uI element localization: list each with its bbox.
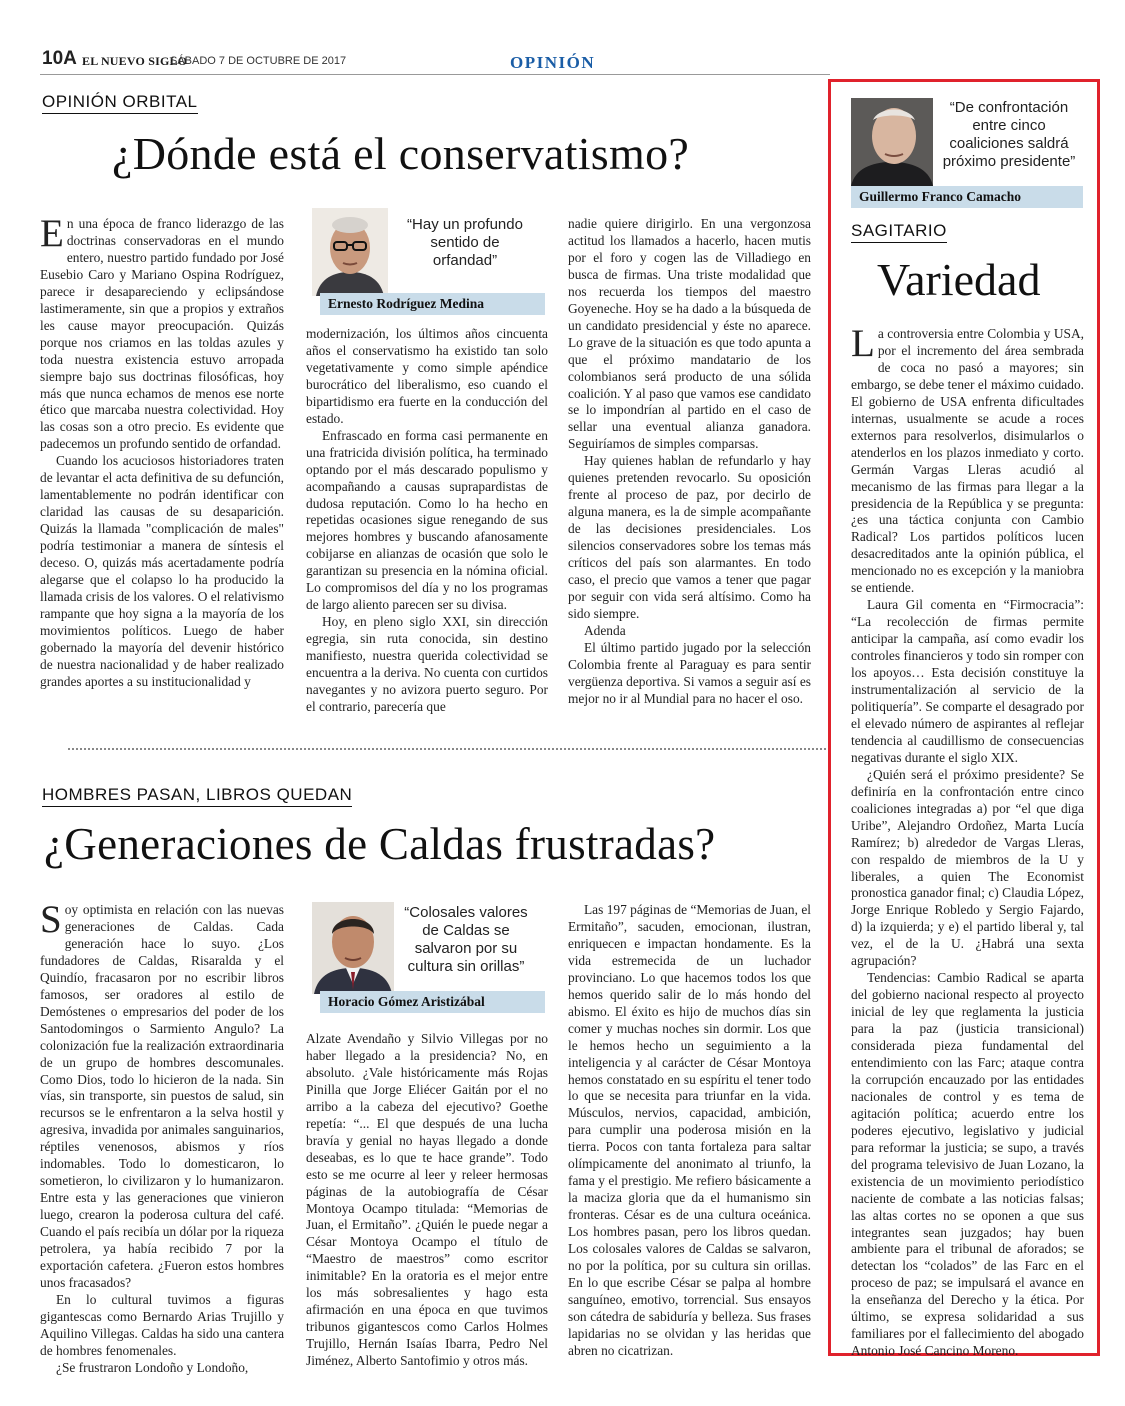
article2-col3-p1: Las 197 páginas de “Memorias de Juan, el Ermitaño”, sacuden, emocionan, ilustran, enriquecen e impactan hondamente. Es la vida estremecida de un luchador provinciano. Lo que hacemos todos los que hemos querido salir de lo más hondo del abismo. El éxito es hijo de muchos días sin comer y muchas noches sin dormir. Los que le hemos hecho un seguimiento a la inteligencia y al carácter de César Montoya hemos constatado en su espíritu el tener todo lo que se necesita para triunfar en la vida. Músculos, nervios, capacidad, ambición, para cumplir una poderosa misión en la tierra. Pocos con tanta fortaleza para saltar olímpicamente del anonimato al triunfo, la fama y el prestigio. Me refiero básicamente a la maciza gloria que da el humanismo sin fronteras. César es de una cultura oceánica. Los hombres pasan, pero los libros quedan. Los colosales valores de Caldas se salvaron, no por la política, por su cultura sin orillas. En lo que escribe César se palpa al hombre sanguíneo, emotivo, torrencial. Sus ensayos son cátedra de sabiduría y belleza. Sus frases lapidarias no se olvidan y las heridas que abren no cicatrizan. [568,902,811,1358]
author-photo [312,902,394,994]
article1-kicker: OPINIÓN ORBITAL [42,92,198,114]
page-number: 10A [42,48,77,69]
article2-column-1 [40,898,285,1377]
article1-col3-p4: El último partido jugado por la selección Colombia frente al Paraguay es para sentir vergüenza deportiva. Si vamos a seguir así es mejor no ir al Mundial para no hacer el oso. [568,639,811,706]
article1-col2-p2: Enfrascado en forma casi permanente en una fratricida división política, ha terminado optando por el más descarado populismo y acompañando a causas suprapardistas de dudosa reputación. Como lo ha hecho en repetidas ocasiones sigue renegando de sus mejores hombres y buscando afanosamente cobijarse en alianzas de ocasión que solo le garantizan su presencia en la nómina oficial. Lo compromisos del día y no los programas de largo aliento parecen ser su divisa. [306,427,548,613]
author-portrait-icon [312,902,394,994]
paper-name: EL NUEVO SIGLO [82,54,188,68]
sidebar-p3: ¿Quién será el próximo presidente? Se definiría en la confrontación entre cinco coaliciones integradas a) por “el que diga Uribe”, Alejandro Ordoñez, Marta Lucía Ramírez; b) alrededor de Vargas Lleras, con respaldo de miembros de la U y liberales, a quien The Economist pronostica ganador final; c) Claudia López, Jorge Enrique Robledo y Sergio Fajardo, d) la izquierda; y e) el partido liberal y, tal vez, el de la U. ¿Habrá una sexta agrupación? [851,766,1084,969]
sidebar-kicker: SAGITARIO [851,221,947,243]
sidebar-quote: “De confrontación entre cinco coaliciones saldrá próximo presidente” [942,99,1076,170]
article1-headline: ¿Dónde está el conservatismo? [112,128,690,179]
issue-date: SÁBADO 7 DE OCTUBRE DE 2017 [170,55,347,67]
article1-col2-p1: modernización, los últimos años cincuenta años el conservatismo ha existido tan solo vegetativamente y como simple apéndice burocrático del liberalismo, eso cuando el bipartidismo era fuerte en la conducción del estado. [306,326,548,426]
article1-col3-p1: nadie quiere dirigirlo. En una vergonzosa actitud los llamados a hacerlo, hacen mutis por el foro y cogen las de Villadiego en busca de firmas. Una triste modalidad que nos recuerda los tiempos del maestro Goyeneche. Hoy se ha dado a la búsqueda de un candidato presidencial y éste no aparece. Lo grave de la situación es que todo apunta a que el próximo mandatario de los colombianos será producto de una sólida coalición. Y al paso que vamos ese candidato se lo impondrían al partido en el caso de sellar una eventual alianza ganadora. Seguiríamos de simples comparsas. [568,216,811,452]
drop-cap: L [851,322,875,365]
drop-cap: S [40,898,62,941]
article1-column-3 [568,216,811,708]
masthead-rule [40,74,830,75]
article1-quote-box [306,208,539,314]
article2-col1-p2: En lo cultural tuvimos a figuras gigantescas como Bernardo Arias Trujillo y Aquilino Villegas. Caldas ha sido una cantera de hombres fenomenales. [40,1291,285,1358]
article2-kicker: HOMBRES PASAN, LIBROS QUEDAN [42,785,352,807]
article2-headline: ¿Generaciones de Caldas frustradas? [44,819,716,869]
article1-column-1 [40,212,284,691]
article2-author: Horacio Gómez Aristizábal [320,991,545,1013]
sidebar-author-photo [851,98,933,186]
drop-cap: E [40,212,64,255]
article-separator [68,748,830,750]
author-portrait-icon [312,208,388,296]
section-title: OPINIÓN [510,53,596,72]
article2-col2-p1: Alzate Avendaño y Silvio Villegas por no haber llegado a la presidencia? No, en absoluto. ¿Vale históricamente más Rojas Pinilla que Jorge Eliécer Gaitán por el no arribo a la cabeza del ejecutivo? Goethe repetía: “... El que después de una lucha bravía y genial no hayas llegado a donde deseabas, es lo que te hace grande”. Todo esto se me ocurre al leer y releer hermosas páginas de la autobiografía de César Montoya Ocampo titulada: “Memorias de Juan, el Ermitaño”. ¿Quién le puede negar a César Montoya Ocampo el título de “Maestro de maestros” como escritor inimitable? En la oratoria es el mejor entre los más sobresalientes y hago esta afirmación en una época en que tuvimos tribunos gigantescos como Carlos Holmes Trujillo, Hernán Isaías Ibarra, Pedro Nel Jiménez, Alberto Santofimio y otros más. [306,1031,548,1369]
author-portrait-icon [851,98,933,186]
article1-col2-p3: Hoy, en pleno siglo XXI, sin dirección egregia, sin ruta conocida, sin destino manifiesto, nuestra querida colectividad se encuentra a la deriva. No cuenta con curtidos navegantes y no avizora puerto seguro. Por el contrario, parecería que [306,614,548,714]
sidebar-headline: Variedad [877,254,1041,305]
article2-col1-p1: oy optimista en relación con las nuevas generaciones de Caldas. Cada generación hace lo suyo. ¿Los fundadores de Caldas, Risaralda y el Quindío, fracasaron por no escribir libros famosos, ser oradores al estilo de Demóstenes o empresarios del poder de los Santodomingos o Sarmiento Angulo? La colonización fue la realización extraordinaria de un grupo de hombres descomunales. Como Dios, todo lo hicieron de la nada. Sin vías, sin transporte, sin puestos de salud, sin recursos se le enfrentaron a la selva hostil y agresiva, invadida por animales sanguinarios, réptiles venenosos, abismos y ríos indomables. Todo lo domesticaron, lo sometieron, lo civilizaron y lo humanizaron. Entre esta y las generaciones que vinieron luego, crearon la poderosa cultura del café. Cuando el país recibía un dólar por la riqueza petrolera, ya había recibido 7 por la exportación cafetera. ¿Fueron estos hombres unos fracasados? [40,902,284,1290]
author-photo [312,208,388,296]
article1-col3-p2: Hay quienes hablan de refundarlo y hay quienes pretenden revocarlo. Su oposición frente al proceso de paz, por decirlo de alguna manera, es la de simple acompañante de las decisiones presidenciales. Los silencios conservadores sobre los temas más críticos del país son alarmantes. En todo caso, el precio que vamos a tener que pagar por seguir con vida será altísimo. Como ha sido siempre. [568,453,811,621]
sidebar-p4: Tendencias: Cambio Radical se aparta del gobierno nacional respecto al proyecto inicial de ley que reglamenta la justicia para la paz (justicia transicional) considerada pieza fundamental del entendimiento con las Farc; ataque contra la corrupción encauzado por las entidades nacionales de control y es tema de agitación política; acuerdo entre los poderes ejecutivo, legislativo y judicial para reformar la justicia; se supo, a través del programa televisivo de Juan Lozano, la existencia de un movimiento periodístico naciente de combate a las noticias falsas; las altas cortes no se oponen a que sus integrantes sean juzgados; hay buen ambiente para el tribunal de aforados; se detectan los “colados” de las Farc en el proceso de paz; se impulsará el avance en la enseñanza del Derecho y la ética. Por último, se expresa solidaridad a sus familiares por el fallecimiento del abogado Antonio José Cancino Moreno. [851,970,1084,1359]
article2-column-3 [568,902,811,1360]
article2-quote: “Colosales valores de Caldas se salvaron por su cultura sin orillas” [404,904,528,975]
article1-column-2 [306,326,548,716]
sidebar-p2: Laura Gil comenta en “Firmocracia”: “La recolección de firmas permite anticipar la campaña, así como evadir los controles financieros y todo sin romper con los apoyos… Esta decisión constituye la instrumentalización al servicio de la politiquería”. Se comparte el desagrado por el elevado número de aspirantes al reflejar tendencia al caudillismo de consecuencias negativas durante el siglo XIX. [851,597,1084,765]
article2-quote-box [306,902,539,1012]
sidebar-column [851,322,1084,1360]
article1-col1-p2: Cuando los acuciosos historiadores traten de levantar el acta definitiva de su defunción, lamentablemente no podrán identificar con claridad las causas de su desaparición. Quizás la llamada "complicación de males" podría testimoniar a manera de síntesis el deceso. O, quizás más acertadamente podría alegarse que el colapso lo ha producido la llamada crisis de los valores. O el relativismo rampante que hoy signa a la mayoría de los movimientos políticos. Luego de haber gobernado la mayoría del devenir histórico de nuestra nacionalidad y de haber realizado grandes aportes a su institucionalidad y [40,453,284,689]
article1-quote: “Hay un profundo sentido de orfandad” [407,216,523,269]
sidebar-author: Guillermo Franco Camacho [851,186,1083,208]
article2-column-2 [306,1031,548,1370]
article1-author: Ernesto Rodríguez Medina [320,293,545,315]
article1-col1-p1: n una época de franco liderazgo de las doctrinas conservadoras en el mundo entero, nuestro partido fundado por José Eusebio Caro y Mariano Ospina Rodríguez, parece ir desapareciendo y eclipsándose lastimeramente, sin que a propios y extraños les cause mayor preocupación. Quizás porque nos criamos en las toldas azules y toda nuestra existencia estuvo arropada siempre bajo sus doctrinas filosóficas, hoy más que nunca echamos de menos ese norte ético que marcaba nuestra colectividad. Hoy las cosas son a otro precio. Es evidente que padecemos un profundo sentido de orfandad. [40,216,284,452]
article2-col1-p3: ¿Se frustraron Londoño y Londoño, [56,1359,249,1375]
article1-col3-p3: Adenda [584,622,626,638]
sidebar-p1: a controversia entre Colombia y USA, por el incremento del área sembrada de coca no pasó a mayores; sin embargo, se debe tener el máximo cuidado. El gobierno de USA enfrenta dificultades internas, usualmente se acude a roces externos para resolverlos, disimularlos o atenderlos en los plazos inmediato y corto. Germán Vargas Lleras acudió al mecanismo de las firmas para llegar a la presidencia de la República y se pregunta: ¿es una táctica conjunta con Cambio Radical? Los partidos políticos lucen desacreditados ante la opinión pública, el mencionado no es excepción y la maniobra se entiende. [851,326,1084,596]
